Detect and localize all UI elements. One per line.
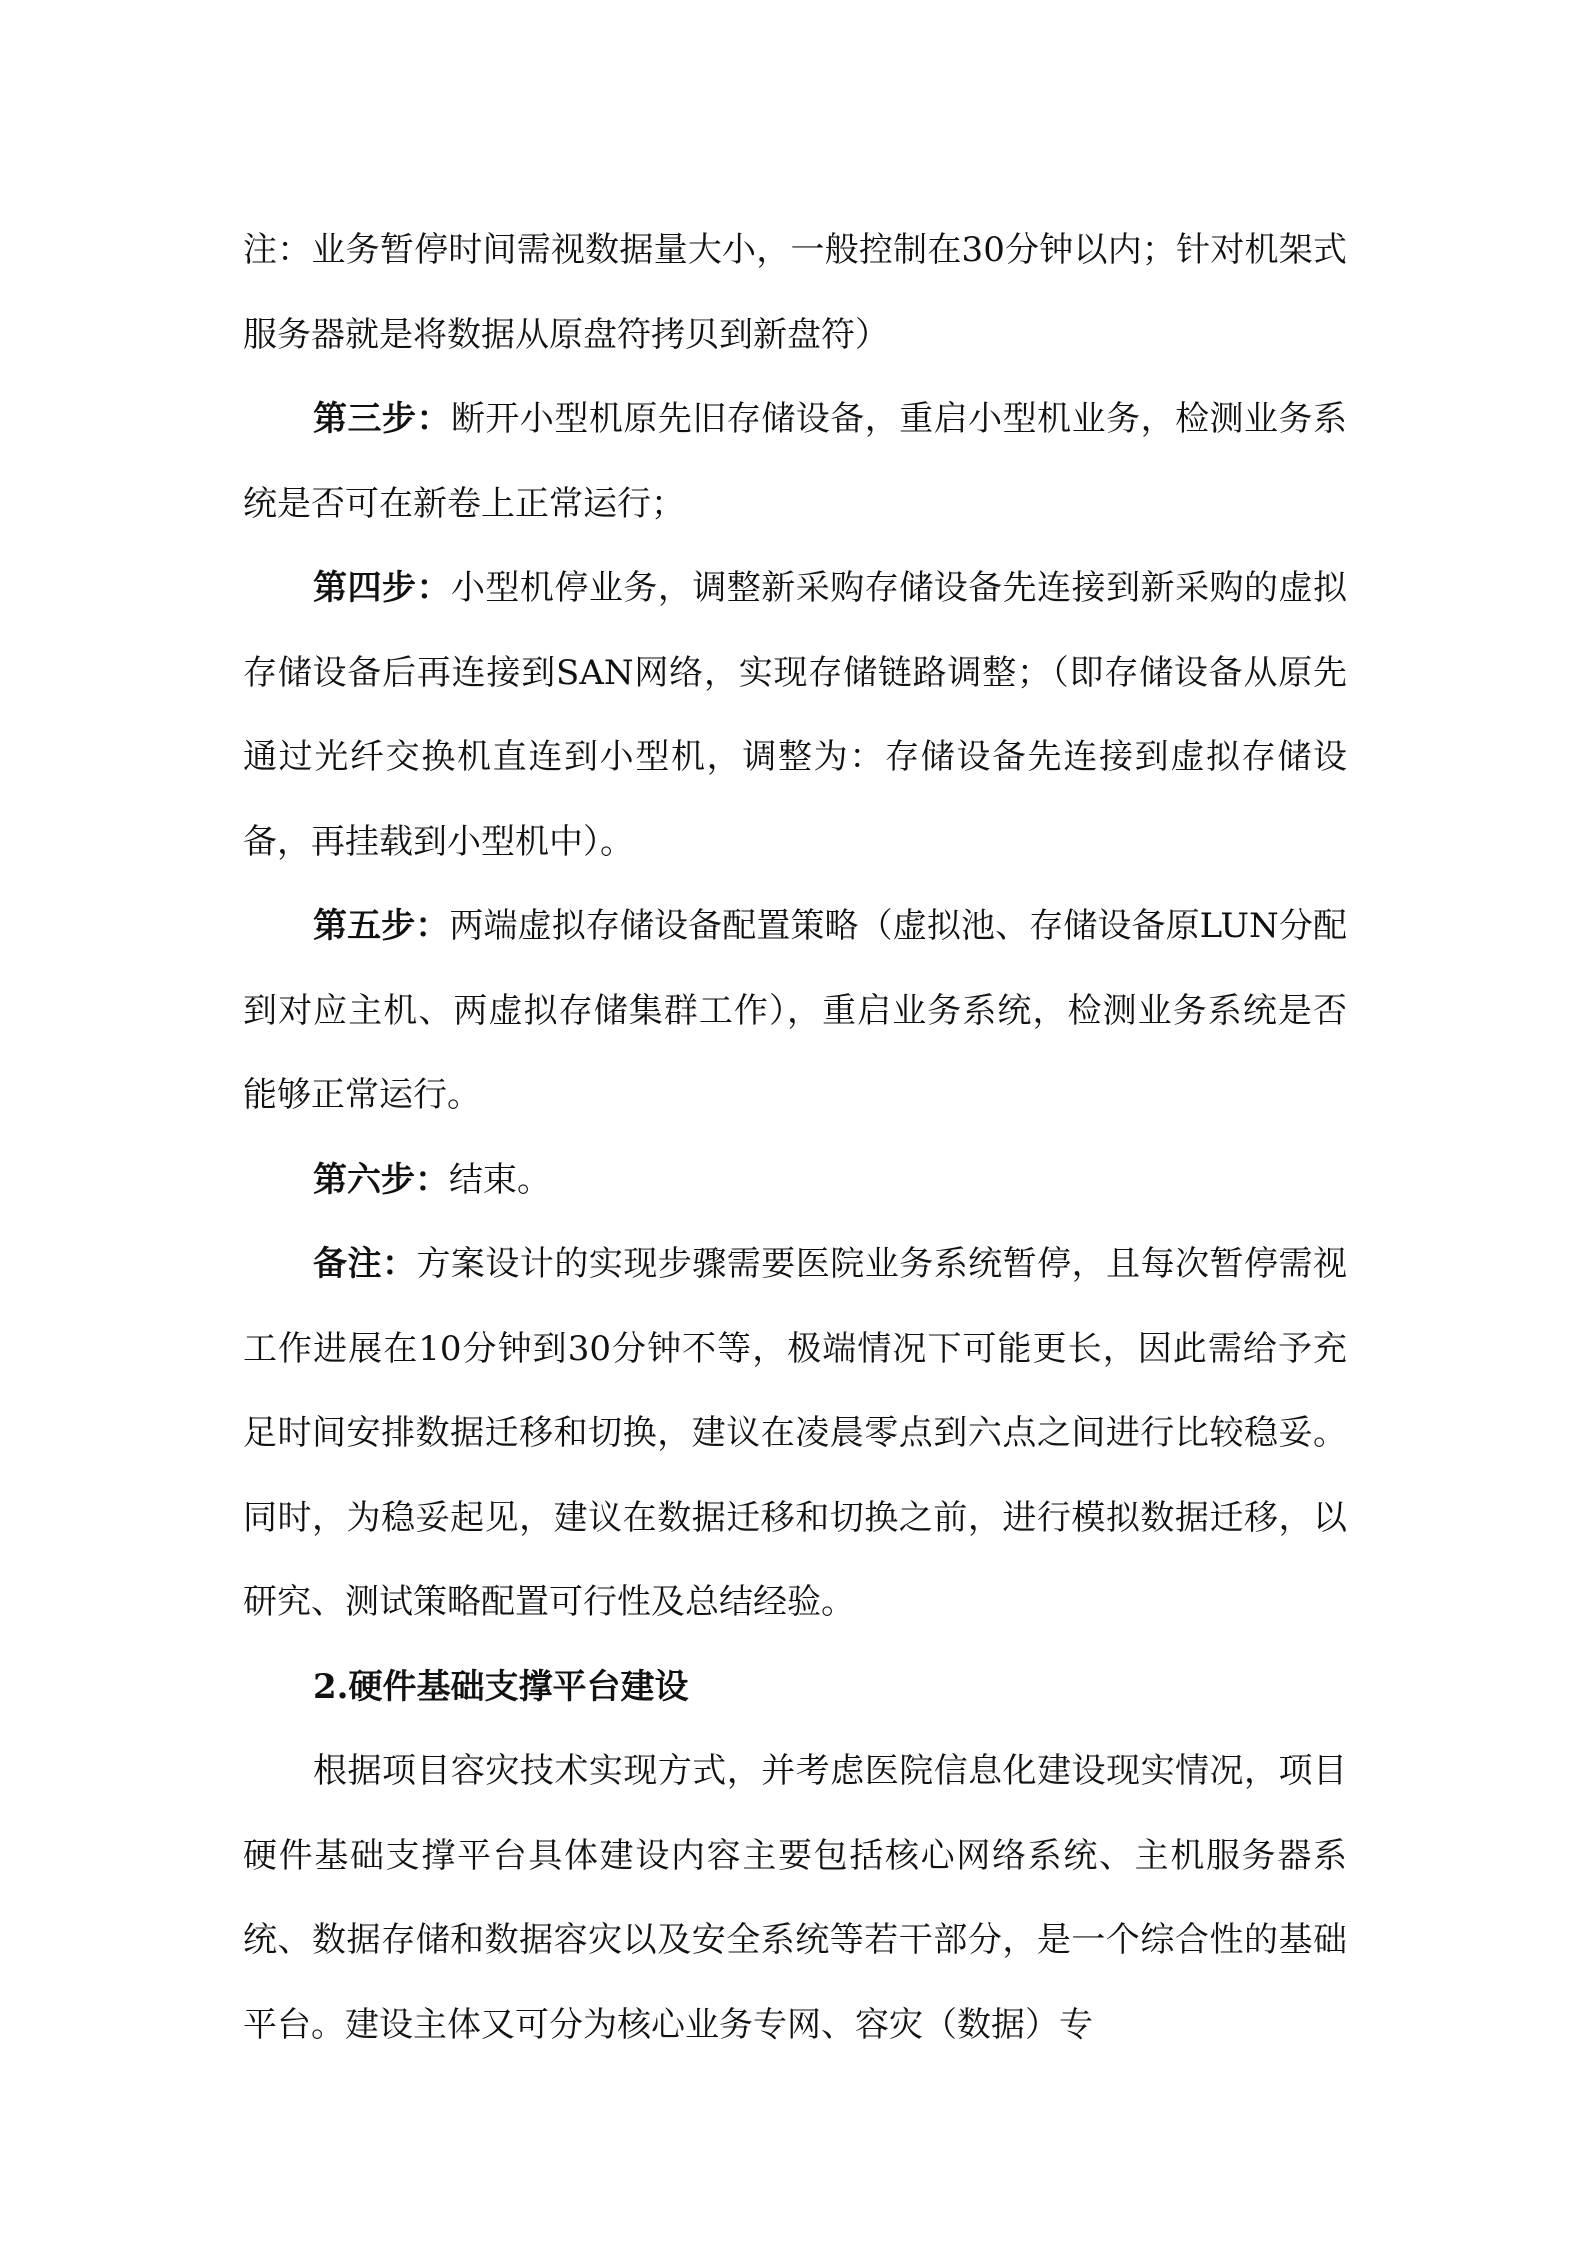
step-3-paragraph [243, 377, 1347, 546]
step-label: 第四步： [313, 568, 451, 608]
step-label: 第五步： [313, 906, 450, 946]
document-page [243, 208, 1347, 2067]
paragraph-text: 断开小型机原先旧存储设备，重启小型机业务，检测业务系统是否可在新卷上正常运行； [243, 399, 1348, 524]
step-5-paragraph [243, 884, 1347, 1138]
section-body-paragraph [243, 1729, 1347, 2067]
note-continuation-paragraph [243, 208, 1347, 377]
paragraph-text: 方案设计的实现步骤需要医院业务系统暂停，且每次暂停需视工作进展在10分钟到30分钟不等，极端情况下可能更长，因此需给予充足时间安排数据迁移和切换，建议在凌晨零点到六点之间进行比较稳妥。同时，为稳妥起见，建议在数据迁移和切换之前，进行模拟数据迁移，以研究、测试策略配置可行性及总结经验。 [243, 1244, 1348, 1622]
paragraph-text: 结束。 [449, 1159, 551, 1200]
paragraph-text: 注：业务暂停时间需视数据量大小，一般控制在30分钟以内；针对机架式服务器就是将数据从原盘符拷贝到新盘符） [243, 230, 1347, 355]
paragraph-text: 两端虚拟存储设备配置策略（虚拟池、存储设备原LUN分配到对应主机、两虚拟存储集群工作），重启业务系统，检测业务系统是否能够正常运行。 [243, 906, 1348, 1115]
paragraph-text: 根据项目容灾技术实现方式，并考虑医院信息化建设现实情况，项目硬件基础支撑平台具体建设内容主要包括核心网络系统、主机服务器系统、数据存储和数据容灾以及安全系统等若干部分，是一个综合性的基础平台。建设主体又可分为核心业务专网、容灾（数据）专 [243, 1751, 1347, 2045]
step-label: 第三步： [313, 399, 451, 439]
paragraph-text: 小型机停业务，调整新采购存储设备先连接到新采购的虚拟存储设备后再连接到SAN网络，实现存储链路调整；（即存储设备从原先通过光纤交换机直连到小型机，调整为：存储设备先连接到虚拟存储设备，再挂载到小型机中）。 [243, 568, 1348, 862]
remark-label: 备注： [313, 1244, 417, 1284]
step-4-paragraph [243, 546, 1347, 884]
section-heading: 2.硬件基础支撑平台建设 [313, 1666, 689, 1707]
step-6-paragraph [243, 1138, 1347, 1223]
step-label: 第六步： [313, 1159, 449, 1200]
remark-paragraph [243, 1222, 1347, 1645]
